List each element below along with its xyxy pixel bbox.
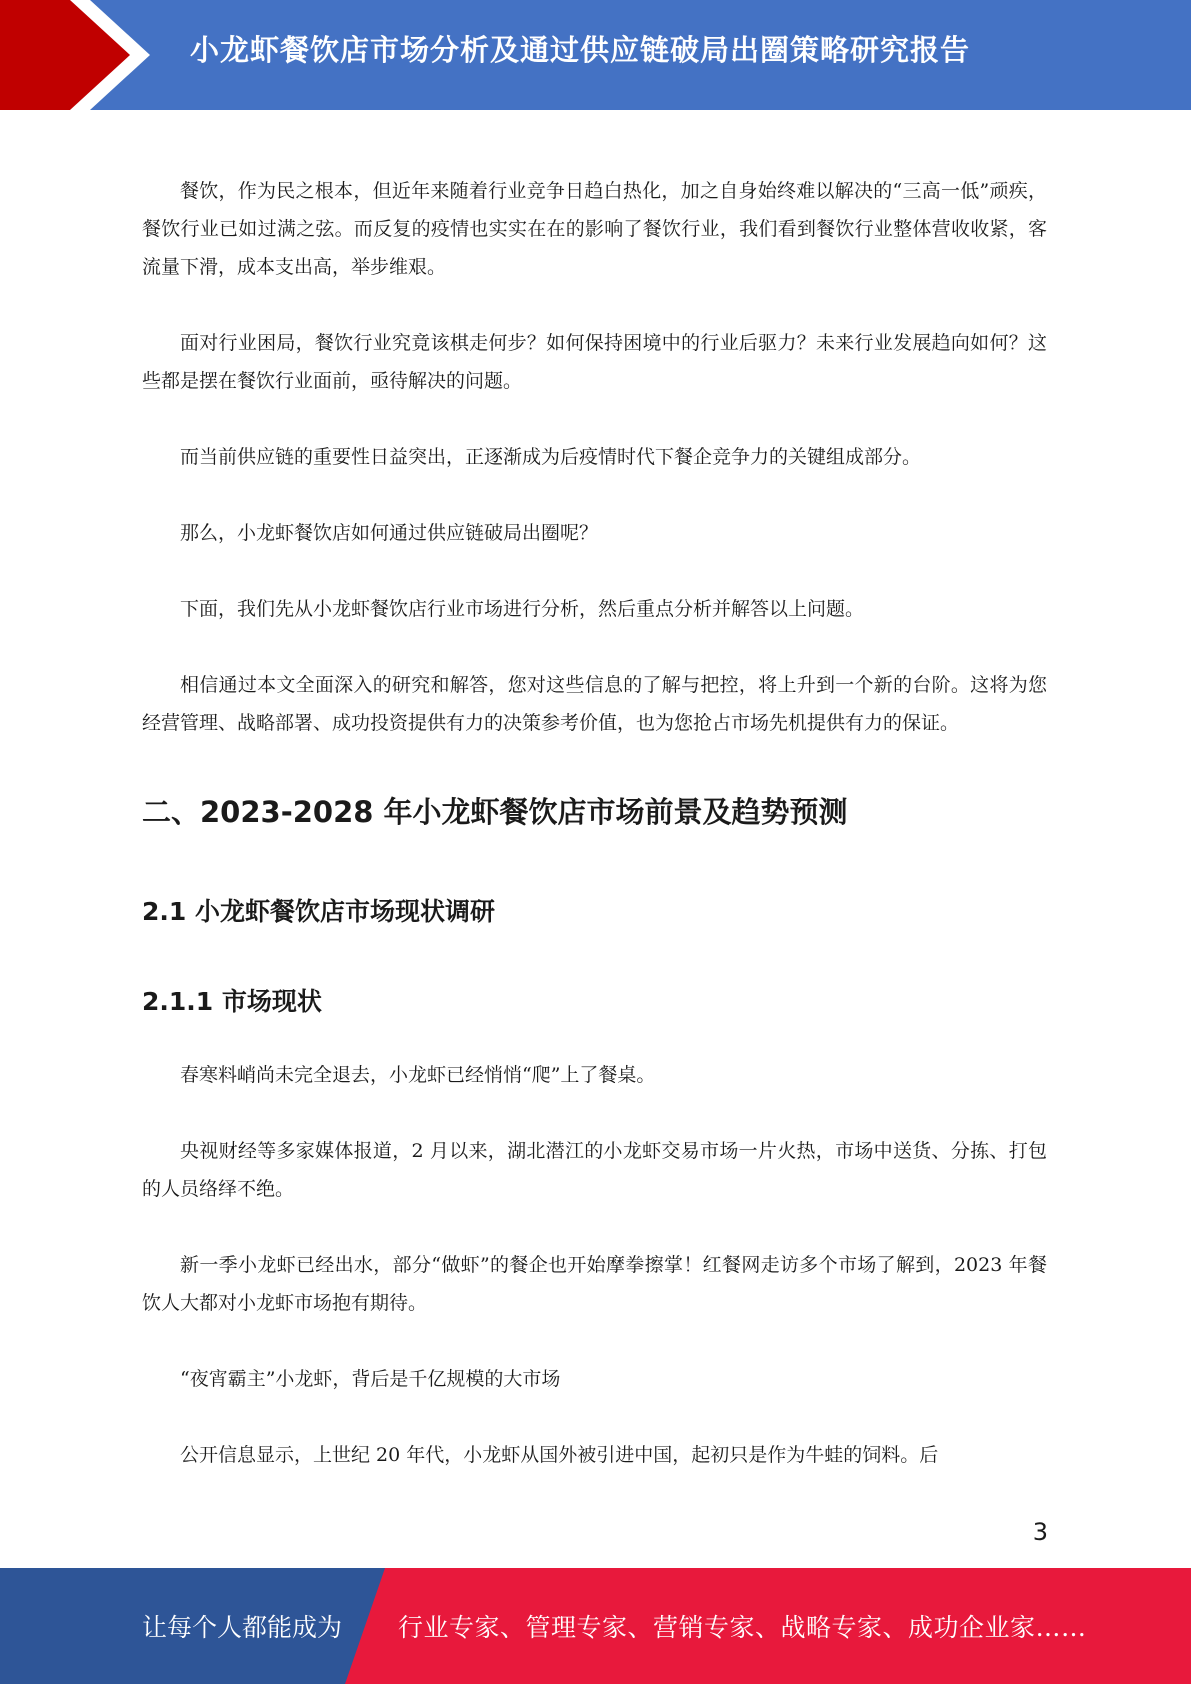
intro-paragraph: 那么，小龙虾餐饮店如何通过供应链破局出圈呢？ [180, 522, 599, 544]
page-content [142, 172, 1047, 1512]
page-number: 3 [1032, 1518, 1048, 1546]
report-title: 小龙虾餐饮店市场分析及通过供应链破局出圈策略研究报告 [190, 33, 971, 67]
intro-paragraph: 相信通过本文全面深入的研究和解答，您对这些信息的了解与把控，将上升到一个新的台阶。这将为您经营管理、战略部署、成功投资提供有力的决策参考价值，也为您抢占市场先机提供有力的保证。 [142, 674, 1047, 734]
header-banner [0, 0, 1191, 110]
body-paragraph: 新一季小龙虾已经出水，部分“做虾”的餐企也开始摩拳擦掌！红餐网走访多个市场了解到，2023 年餐饮人大都对小龙虾市场抱有期待。 [142, 1254, 1047, 1314]
intro-paragraph: 餐饮，作为民之根本，但近年来随着行业竞争日趋白热化，加之自身始终难以解决的“三高一低”顽疾，餐饮行业已如过满之弦。而反复的疫情也实实在在的影响了餐饮行业，我们看到餐饮行业整体营收收紧，客流量下滑，成本支出高，举步维艰。 [142, 180, 1047, 278]
body-paragraph: 央视财经等多家媒体报道，2 月以来，湖北潜江的小龙虾交易市场一片火热，市场中送货、分拣、打包的人员络绎不绝。 [142, 1140, 1047, 1200]
subsection-heading: 2.1 小龙虾餐饮店市场现状调研 [142, 897, 495, 926]
body-paragraph: 公开信息显示，上世纪 20 年代，小龙虾从国外被引进中国，起初只是作为牛蛙的饲料。后 [180, 1444, 939, 1466]
intro-paragraph: 而当前供应链的重要性日益突出，正逐渐成为后疫情时代下餐企竞争力的关键组成部分。 [180, 446, 922, 468]
body-paragraph: 春寒料峭尚未完全退去，小龙虾已经悄悄“爬”上了餐桌。 [180, 1064, 656, 1086]
body-paragraph: “夜宵霸主”小龙虾，背后是千亿规模的大市场 [180, 1368, 561, 1390]
footer-banner [0, 1568, 1191, 1684]
header-arrow-decoration [0, 0, 150, 110]
intro-paragraph: 面对行业困局，餐饮行业究竟该棋走何步？如何保持困境中的行业后驱力？未来行业发展趋向如何？这些都是摆在餐饮行业面前，亟待解决的问题。 [142, 332, 1047, 392]
section-heading: 二、2023-2028 年小龙虾餐饮店市场前景及趋势预测 [142, 795, 848, 829]
intro-paragraph: 下面，我们先从小龙虾餐饮店行业市场进行分析，然后重点分析并解答以上问题。 [180, 598, 865, 620]
footer-slogan-left: 让每个人都能成为 [142, 1613, 343, 1642]
subsubsection-heading: 2.1.1 市场现状 [142, 987, 322, 1016]
footer-slogan-right: 行业专家、管理专家、营销专家、战略专家、成功企业家…… [398, 1613, 1087, 1642]
